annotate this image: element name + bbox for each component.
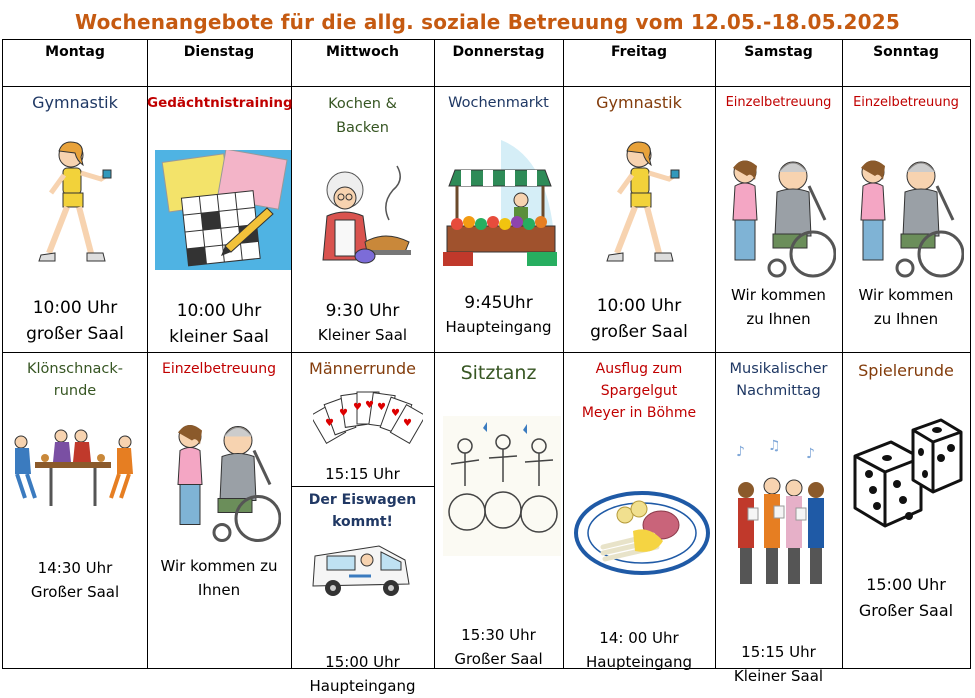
gymnastics-woman-icon xyxy=(601,135,681,270)
place-text: Großer Saal xyxy=(454,650,543,668)
activity-title-line-1: Klönschnack- xyxy=(27,361,123,377)
wheelchair-dance-icon xyxy=(443,416,561,556)
wednesday-afternoon-second-cell xyxy=(291,489,434,533)
place-text: Haupteingang xyxy=(445,318,552,336)
place-text: Kleiner Saal xyxy=(317,326,408,344)
time-text: 10:00 Uhr xyxy=(176,301,262,321)
svg-text:♥: ♥ xyxy=(325,418,334,429)
place-text: zu Ihnen xyxy=(746,310,811,328)
day-header-monday: Montag xyxy=(45,44,105,60)
monday-afternoon-cell xyxy=(3,358,147,402)
place-text: großer Saal xyxy=(26,324,124,344)
monday-morning-cell xyxy=(3,92,147,114)
asparagus-plate-icon xyxy=(573,481,711,577)
gymnastics-woman-icon xyxy=(33,135,113,270)
activity-title-line-2: kommt! xyxy=(332,514,393,530)
place-text: Ihnen xyxy=(197,581,241,599)
friday-morning-cell xyxy=(563,92,715,114)
friday-morning-details xyxy=(563,293,715,345)
thursday-morning-details xyxy=(434,290,563,338)
activity-title-line-2: Spargelgut xyxy=(600,383,678,399)
activity-title: Wochenmarkt xyxy=(448,95,549,111)
sunday-morning-cell xyxy=(842,92,970,114)
svg-text:♪: ♪ xyxy=(736,444,745,460)
time-text: Wir kommen xyxy=(858,286,954,304)
activity-title: Gedächtnistraining xyxy=(147,95,293,111)
market-stall-icon xyxy=(441,130,559,270)
activity-title-line-2: runde xyxy=(53,383,97,399)
day-header-wednesday: Mittwoch xyxy=(326,44,399,60)
activity-title-line-1: Ausflug zum xyxy=(595,361,683,377)
tuesday-morning-cell xyxy=(147,92,291,114)
tuesday-afternoon-cell xyxy=(147,358,291,380)
saturday-afternoon-cell xyxy=(715,358,842,402)
time-text: 10:00 Uhr xyxy=(32,298,118,318)
place-text: Großer Saal xyxy=(30,583,120,601)
activity-title-line-2: Nachmittag xyxy=(736,383,821,399)
saturday-morning-cell xyxy=(715,92,842,114)
day-header-sunday: Sonntag xyxy=(873,44,939,60)
wheelchair-care-icon xyxy=(721,150,836,280)
svg-text:♥: ♥ xyxy=(365,400,374,411)
activity-title: Sitztanz xyxy=(460,362,537,384)
place-text: Kleiner Saal xyxy=(733,667,824,685)
saturday-morning-details xyxy=(715,283,842,331)
sunday-afternoon-cell xyxy=(842,360,970,382)
ice-cream-van-icon xyxy=(309,536,415,598)
time-text: Wir kommen xyxy=(731,286,826,304)
activity-title: Einzelbetreuung xyxy=(161,361,277,377)
sunday-morning-details xyxy=(842,283,970,331)
wednesday-morning-cell xyxy=(291,92,434,140)
time-text: 15:00 Uhr xyxy=(866,575,946,594)
wednesday-afternoon-cell xyxy=(291,358,434,380)
tuesday-morning-details xyxy=(147,298,291,350)
activity-title-line-2: Backen xyxy=(336,120,389,136)
time-text: 14: 00 Uhr xyxy=(599,629,679,647)
time-text: 15:30 Uhr xyxy=(461,626,536,644)
place-text: zu Ihnen xyxy=(873,310,939,328)
baking-grandma-icon xyxy=(315,160,415,280)
tuesday-afternoon-details xyxy=(147,554,291,602)
wheelchair-care-icon xyxy=(166,412,281,547)
activity-title-line-3: Meyer in Böhme xyxy=(581,405,697,421)
playing-cards-icon xyxy=(313,386,423,446)
svg-text:♥: ♥ xyxy=(377,402,386,413)
time-text: 9:45Uhr xyxy=(464,293,533,313)
activity-title: Einzelbetreuung xyxy=(853,95,959,110)
time-text: 10:00 Uhr xyxy=(596,296,682,316)
friday-afternoon-cell xyxy=(563,358,715,424)
svg-text:♫: ♫ xyxy=(768,438,781,454)
time-text: 15:15 Uhr xyxy=(741,643,816,661)
dice-icon xyxy=(851,418,963,533)
activity-title: Gymnastik xyxy=(596,93,682,112)
thursday-afternoon-details xyxy=(434,623,563,671)
friday-afternoon-details xyxy=(563,626,715,674)
thursday-morning-cell xyxy=(434,92,563,114)
svg-text:♥: ♥ xyxy=(403,418,412,429)
wednesday-afternoon-time: 15:15 Uhr xyxy=(325,465,400,483)
thursday-afternoon-cell xyxy=(434,360,563,386)
activity-title: Einzelbetreuung xyxy=(725,95,832,110)
wednesday-afternoon-second-details xyxy=(291,650,434,698)
svg-text:♥: ♥ xyxy=(339,408,348,419)
time-text: Wir kommen zu xyxy=(160,557,278,575)
activity-title: Männerrunde xyxy=(309,359,416,378)
sunday-afternoon-details xyxy=(842,572,970,624)
coffee-table-women-icon xyxy=(11,428,135,508)
svg-text:♪: ♪ xyxy=(806,446,815,462)
crossword-puzzle-icon xyxy=(155,150,291,270)
monday-morning-details xyxy=(3,295,147,347)
svg-text:♥: ♥ xyxy=(353,402,362,413)
time-text: 14:30 Uhr xyxy=(37,559,113,577)
time-text: 9:30 Uhr xyxy=(325,301,400,321)
place-text: großer Saal xyxy=(590,322,688,342)
place-text: Haupteingang xyxy=(585,653,693,671)
day-header-friday: Freitag xyxy=(610,44,668,60)
activity-title: Spielerunde xyxy=(858,361,954,380)
time-text: 15:00 Uhr xyxy=(325,653,400,671)
wednesday-morning-details xyxy=(291,298,434,346)
activity-title-line-1: Musikalischer xyxy=(729,361,828,377)
place-text: kleiner Saal xyxy=(169,327,269,347)
activity-title: Gymnastik xyxy=(32,93,118,112)
place-text: Großer Saal xyxy=(858,601,954,620)
day-header-thursday: Donnerstag xyxy=(452,44,545,60)
svg-text:♥: ♥ xyxy=(391,408,400,419)
day-header-saturday: Samstag xyxy=(744,44,813,60)
page-title: Wochenangebote für die allg. soziale Betreuung vom 12.05.-18.05.2025 xyxy=(75,10,900,34)
choir-singers-icon xyxy=(728,438,832,588)
saturday-afternoon-details xyxy=(715,640,842,688)
activity-title-line-1: Kochen & xyxy=(328,96,397,112)
weekly-schedule-table xyxy=(2,39,971,695)
activity-title-line-1: Der Eiswagen xyxy=(308,492,417,508)
day-header-tuesday: Dienstag xyxy=(183,44,255,60)
wheelchair-care-icon xyxy=(849,150,964,280)
monday-afternoon-details xyxy=(3,556,147,604)
place-text: Haupteingang xyxy=(309,677,416,695)
